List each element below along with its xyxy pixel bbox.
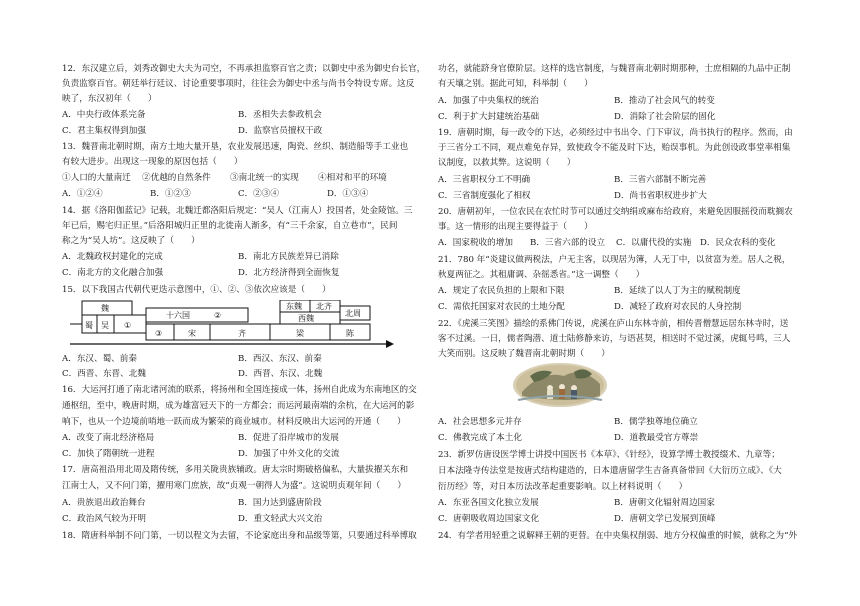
q19-option-d: D．尚书省职权进步扩大 <box>614 191 707 201</box>
q20-line-1: 20．唐朝初年，一位农民在农忙时节可以通过交纳绢或麻布给政府，来避免因服摇役而耽搁农 <box>438 207 793 217</box>
q20-option-b: B．三省六部的设立 <box>530 238 606 248</box>
q21-option-c: C．需依托国家对农民的土地分配 <box>438 302 565 312</box>
q14-option-b: B．南北方民族差异已消除 <box>238 252 339 262</box>
q23-line-1: 23．新罗仿唐设医学博士讲授中国医书《本草》、《针经》，设算学博士教授缀术、九章等； <box>438 450 780 460</box>
dynasty-timeline-svg <box>68 300 398 350</box>
q13-option-b: B．①②③ <box>150 189 191 199</box>
q21-option-b: B．延续了以人丁为主的赋税制度 <box>614 286 741 296</box>
q14-option-a: A．北魏政权封建化的完成 <box>62 252 163 262</box>
q18-option-d: D．消除了社会阶层的固化 <box>614 112 716 122</box>
q22-line-2: 客不过溪。一日，儒者陶潜、道士陆修静来访，与语甚契，相送时不觉过溪，虎辄号鸣，三人 <box>438 334 791 344</box>
q18-option-c: C．利于扩大封建统治基础 <box>438 112 540 122</box>
q15-option-c: C．西晋、东晋、北魏 <box>62 369 146 379</box>
diagram-beizhou: 北周 <box>345 309 361 318</box>
q14-line-3: 称之为“吴人坊”。这反映了（ ） <box>62 236 200 246</box>
q16-option-a: A．改变了南北经济格局 <box>62 433 155 443</box>
q20-option-c: C．以庸代役的实施 <box>616 238 692 248</box>
q13-choice-2: ②优越的自然条件 <box>142 173 211 183</box>
q24-line-1: 24．有学者用轻重之说解释王朝的更替。在中央集权削弱、地方分权偏重的时候，就称之为“外 <box>438 531 798 541</box>
q15-question: 15．以下我国古代朝代更迭示意图中，①、②、③依次应该是（ ） <box>62 285 331 295</box>
diagram-dongwei: 东魏 <box>286 302 302 311</box>
q23-line-2: 日本法隆寺传法堂是按唐式结构建造的，日本遣唐留学生吉备真备带回《大衍历立成》、《大 <box>438 466 782 476</box>
q14-option-c: C．南北方的文化融合加强 <box>62 268 164 278</box>
q14-line-2: 年已后，赐宅归正里。”后洛阳城归正里的北徙南人渐多，有“三千余家，自立巷市”，民间 <box>62 221 398 231</box>
q20-option-d: D．民众农科的变化 <box>700 238 776 248</box>
q19-line-3: 议制度，以救其弊。这说明（ ） <box>438 158 576 168</box>
diagram-sixteen-kingdoms: 十六国 <box>166 311 190 320</box>
diagram-wei: 魏 <box>101 304 109 313</box>
q13-option-c: C．②③④ <box>238 189 279 199</box>
q21-line-1: 21．780 年“炎建议做两税法，户无主客，以现居为簿，人无丁中，以贫富为差。居人之税， <box>438 255 791 265</box>
q12-option-b: B．丞相失去参政机会 <box>238 110 322 120</box>
q16-line-1: 16．大运河打通了南北诸河流的联系，将扬州和全国连接成一体，扬州自此成为东南地区的交 <box>62 385 417 395</box>
q20-line-2: 事。这一情形的出现主要得益于（ ） <box>438 222 593 232</box>
q23-option-d: D．唐朝文学已发展到顶峰 <box>614 514 716 524</box>
q18-line-3: 有天壤之别。据此可知，科举制（ ） <box>438 79 593 89</box>
q13-choice-3: ③南北统一的实现 <box>230 173 299 183</box>
q20-option-a: A．国家税收的增加 <box>438 238 513 248</box>
q14-option-d: D．北方经济得到全面恢复 <box>238 268 340 278</box>
q16-option-d: D．加强了中外文化的交流 <box>238 449 340 459</box>
q21-line-2: 秋夏两征之。其租庸调、杂徭悉省。”这一调整（ ） <box>438 270 645 280</box>
painting-svg <box>512 362 608 408</box>
q17-line-1: 17．唐高祖沿用北周及隋传统，多用关陇贵族辅政。唐太宗时期破格偏私，大量拔擢关东和 <box>62 465 409 475</box>
q22-option-c: C．佛教完成了本土化 <box>438 433 522 443</box>
diagram-beiqi: 北齐 <box>316 302 332 311</box>
q23-option-a: A．东亚各国文化独立发展 <box>438 498 539 508</box>
q15-option-a: A．东汉、蜀、前秦 <box>62 354 137 364</box>
dynasty-timeline-diagram <box>68 300 398 350</box>
q12-option-a: A．中央行政体系完备 <box>62 110 146 120</box>
diagram-qi: 齐 <box>238 329 246 338</box>
q21-option-a: A．规定了农民负担的上限和下限 <box>438 286 565 296</box>
q13-line-2: 有较大进步。出现这一现象的原因包括（ ） <box>62 157 243 167</box>
q23-option-c: C．唐朝吸收周边国家文化 <box>438 514 540 524</box>
q16-option-b: B．促进了沿岸城市的发展 <box>238 433 339 443</box>
q17-option-c: C．政治风气较为开明 <box>62 514 146 524</box>
q13-choice-4: ④相对和平的环境 <box>318 173 387 183</box>
q18-line-2: 功名，就能跻身官僚阶层。这样的选官制度，与魏晋南北朝时期那种，士庶相隔的九品中正制 <box>438 64 791 74</box>
q12-line-1: 12．东汉建立后，刘秀改御史大夫为司空，不再承担监察百官之责；以御史中丞为御史台长官， <box>62 64 426 74</box>
q12-line-3: 映了，东汉初年（ ） <box>62 94 157 104</box>
q13-option-a: A．①②④ <box>62 189 103 199</box>
diagram-shu: 蜀 <box>85 321 93 330</box>
diagram-wu: 吴 <box>101 321 109 330</box>
diagram-mark-3: ③ <box>155 329 163 338</box>
q12-option-d: D．监察官员擅权干政 <box>238 126 323 136</box>
q18-option-a: A．加强了中央集权的统治 <box>438 96 539 106</box>
diagram-xiwei: 西魏 <box>298 314 314 323</box>
q22-line-1: 22．《虎溪三笑图》描绘的系佛门传说，虎溪在庐山东林寺前，相传晋僧慧远居东林寺时，送 <box>438 319 789 329</box>
q19-option-a: A．三省职权分工不明确 <box>438 175 531 185</box>
diagram-liang: 梁 <box>296 329 304 338</box>
q19-option-c: C．三省制度强化了相权 <box>438 191 531 201</box>
q13-line-1: 13．魏晋南北朝时期，南方土地大量开垦，农业发展迅速，陶瓷、丝织、制造船等手工业也 <box>62 142 409 152</box>
hu-xi-san-xiao-painting <box>512 362 608 408</box>
q12-option-c: C．君主集权得到加强 <box>62 126 146 136</box>
q22-option-d: D．道教最受官方尊崇 <box>614 433 699 443</box>
diagram-mark-2: ② <box>214 311 222 320</box>
q14-line-1: 14．据《洛阳伽蓝记》记载，北魏迁都洛阳后规定：“吴人（江南人）投国者，处金陵馆。三 <box>62 206 413 216</box>
q17-option-d: D．重文轻武大兴文治 <box>238 514 323 524</box>
diagram-song: 宋 <box>188 329 196 338</box>
q17-option-b: B．国力达到盛唐阶段 <box>238 498 322 508</box>
q22-line-3: 大笑而别。这反映了魏晋南北朝时期（ ） <box>438 349 610 359</box>
q19-line-1: 19．唐朝时期，每一政令的下达，必须经过中书出令、门下审议，尚书执行的程序。然而，由 <box>438 128 793 138</box>
q22-option-b: B．儒学独尊地位确立 <box>614 417 698 427</box>
diagram-chen: 陈 <box>346 329 354 338</box>
q23-option-b: B．唐朝文化辐射周边国家 <box>614 498 715 508</box>
diagram-mark-1: ① <box>124 321 132 330</box>
q18-line-1: 18．隋唐科举制不问门第，一切以程文为去留，不论家庭出身和品级等第，只要通过科举博取 <box>62 531 417 541</box>
q17-option-a: A．贵族退出政治舞台 <box>62 498 146 508</box>
q15-option-d: D．西晋、东汉、北魏 <box>238 369 323 379</box>
q16-line-3: 响下，也从一个边境前哨地一跃而成为繁荣的商业城市。材料反映出大运河的开通（ ） <box>62 417 406 427</box>
q19-option-b: B．三省六部制不断完善 <box>614 175 707 185</box>
q21-option-d: D．减轻了政府对农民的人身控制 <box>614 302 742 312</box>
timeline-arrowhead <box>386 340 394 348</box>
q17-line-2: 江南士人，又不问门第，擢用寒门庶族，故“贞观一朝得人为盛”。这说明贞观年间（ ） <box>62 481 406 491</box>
q22-option-a: A．社会思想多元并存 <box>438 417 522 427</box>
q16-option-c: C．加快了隋朝统一进程 <box>62 449 155 459</box>
q13-option-d: D．①③④ <box>327 189 369 199</box>
q13-choice-1: ①人口的大量南迁 <box>62 173 131 183</box>
q15-option-b: B．西汉、东汉、前秦 <box>238 354 322 364</box>
q18-option-b: B．推动了社会风气的转变 <box>614 96 715 106</box>
q12-line-2: 负责监察百官。朝廷举行廷议、讨论重要事项时，往往会为御史中丞与尚书令特设专席。这反 <box>62 79 415 89</box>
q16-line-2: 通枢纽，至中，晚唐时期，成为雄富冠天下的一方都会；而运河最南端的余杭，在大运河的影 <box>62 401 415 411</box>
q23-line-3: 衍历经》等，对日本历法改革起重要影响。以上材料说明（ ） <box>438 482 688 492</box>
q19-line-2: 于三省分工不同，观点难免存异，致使政令不能及时下达，贻误事机。为此创设政事堂率相集 <box>438 143 791 153</box>
